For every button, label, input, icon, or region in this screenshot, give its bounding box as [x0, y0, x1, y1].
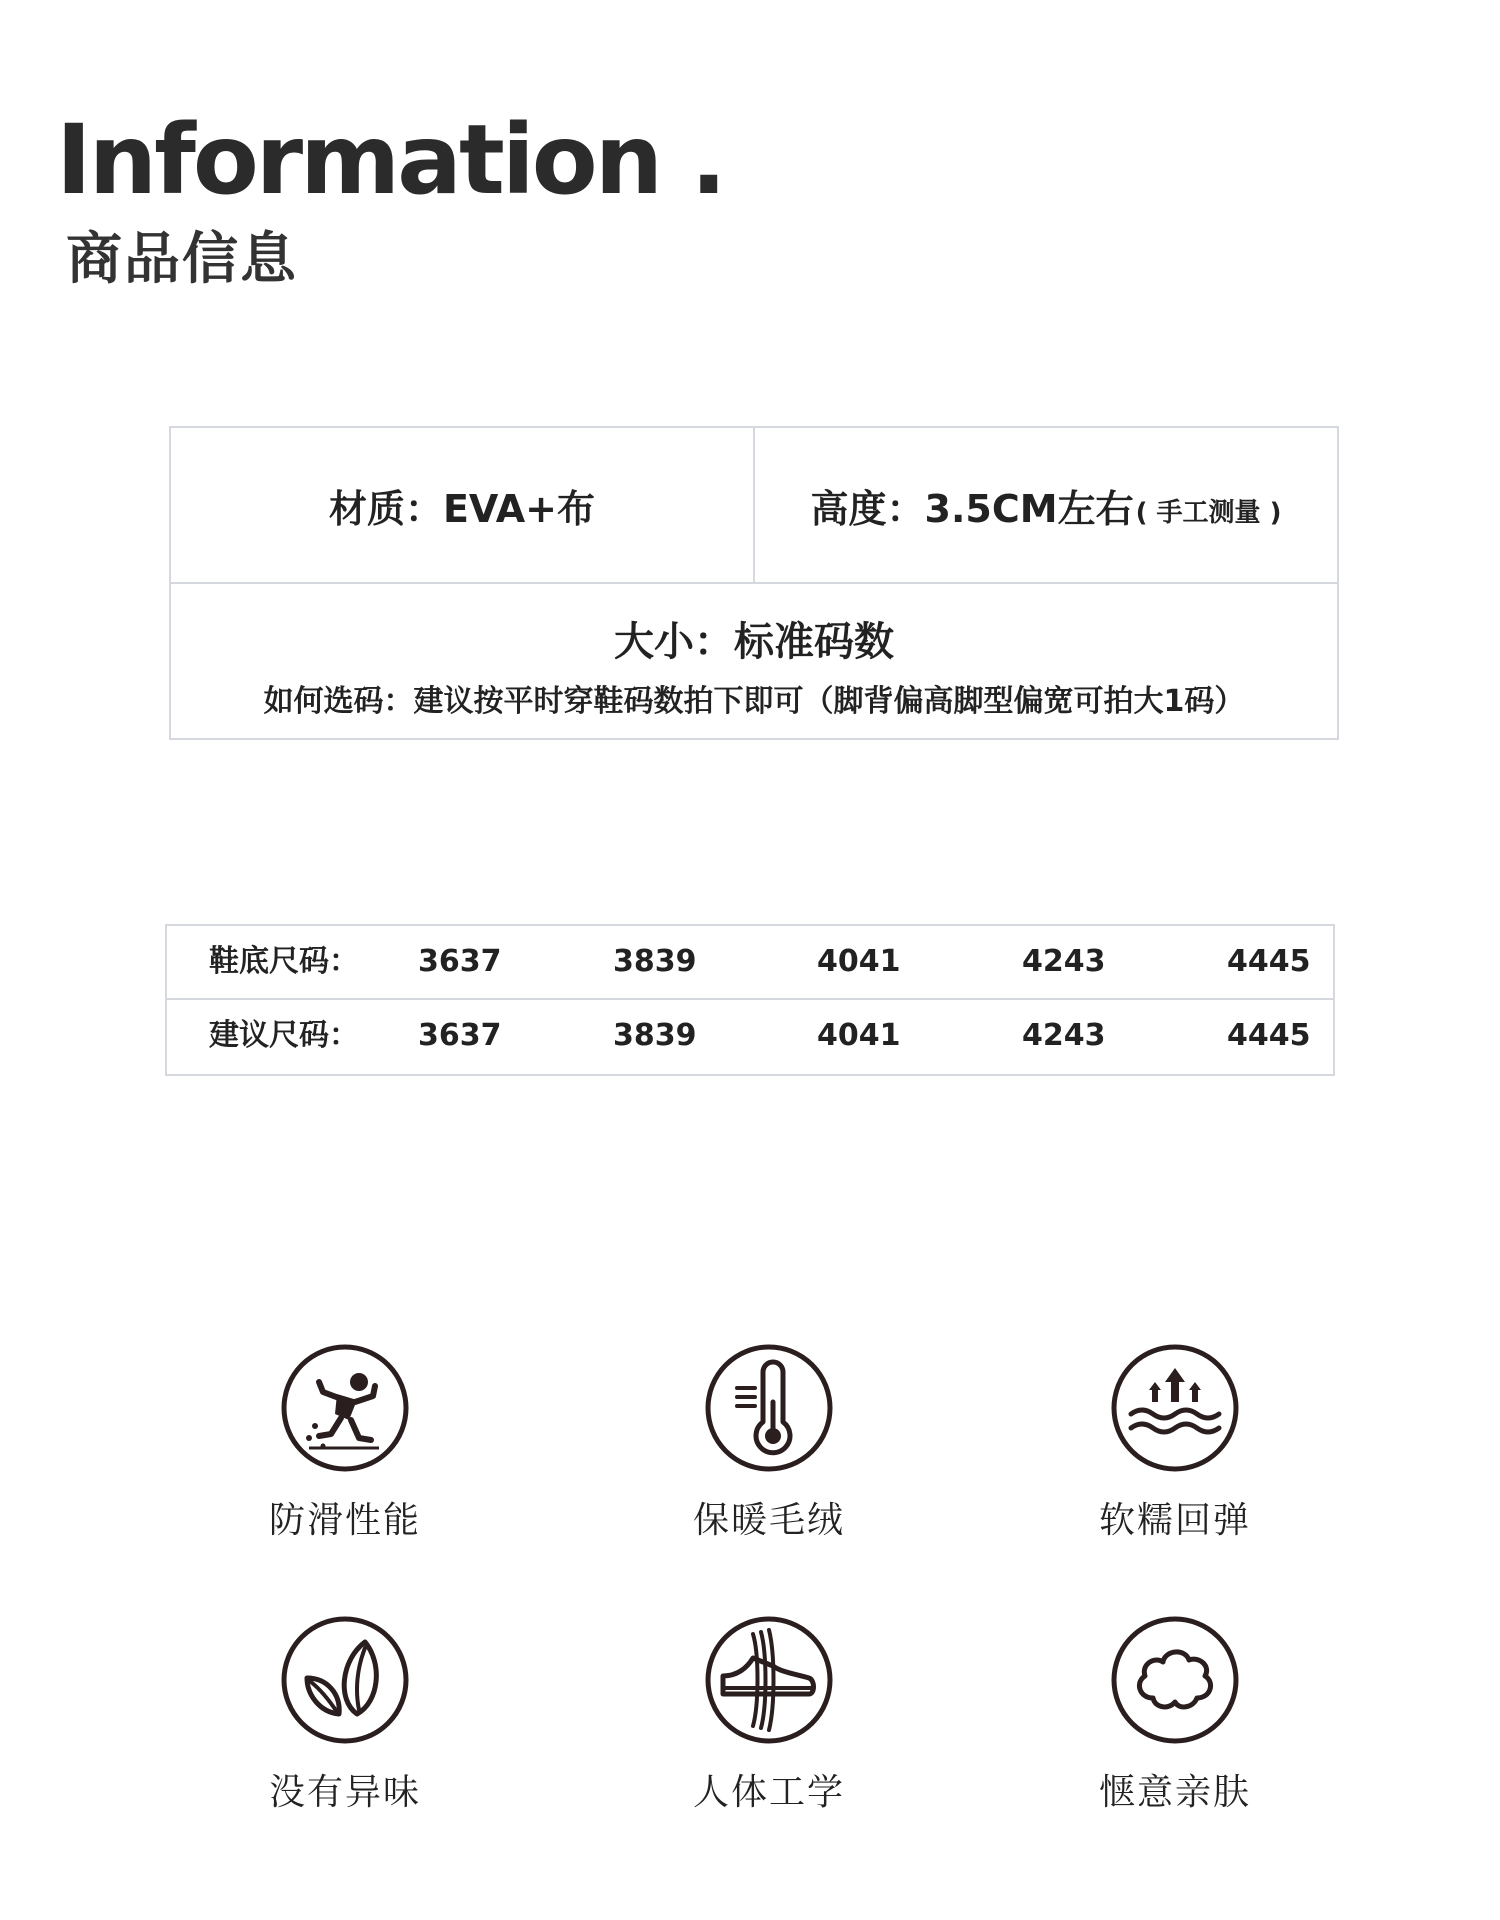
table-cell: 4445 [1227, 944, 1311, 979]
row-label: 建议尺码： [209, 1018, 359, 1053]
table-row [167, 926, 1333, 1000]
table-cell: 4243 [1022, 944, 1106, 979]
size-title: 大小：标准码数 [614, 619, 894, 665]
table-cell: 3637 [418, 1018, 502, 1053]
material-text: 材质：EVA+布 [328, 486, 596, 531]
feature-label: 没有异味 [268, 1772, 421, 1813]
height-text: 高度：3.5CM左右 [810, 486, 1134, 531]
table-cell: 3839 [613, 944, 697, 979]
spec-table [169, 426, 1339, 740]
table-cell: 4445 [1227, 1018, 1311, 1053]
table-cell: 4243 [1022, 1018, 1106, 1053]
size-advice: 如何选码：建议按平时穿鞋码数拍下即可（脚背偏高脚型偏宽可拍大1码） [263, 684, 1245, 719]
page-title-en: Information . [56, 104, 724, 216]
table-row [167, 1000, 1333, 1074]
table-cell: 4041 [817, 1018, 901, 1053]
leaf-icon [279, 1614, 411, 1746]
table-cell: 3637 [418, 944, 502, 979]
spec-row [171, 428, 1337, 584]
feature-label: 惬意亲肤 [1098, 1772, 1251, 1813]
anti-slip-icon [279, 1342, 411, 1474]
feature-label: 防滑性能 [268, 1500, 421, 1541]
cotton-icon [1109, 1614, 1241, 1746]
ergonomic-shoe-icon [703, 1614, 835, 1746]
feature-label: 软糯回弹 [1098, 1500, 1251, 1541]
page-title-cn: 商品信息 [66, 227, 298, 292]
table-cell: 4041 [817, 944, 901, 979]
thermometer-icon [703, 1342, 835, 1474]
table-cell: 3839 [613, 1018, 697, 1053]
feature-label: 保暖毛绒 [692, 1500, 845, 1541]
height-note: ( 手工测量 ) [1135, 497, 1282, 528]
material-cell [171, 428, 755, 582]
feature-label: 人体工学 [692, 1772, 845, 1813]
size-chart-table [165, 924, 1335, 1076]
row-label: 鞋底尺码： [209, 944, 359, 979]
size-cell [171, 584, 1337, 738]
height-cell [755, 428, 1337, 582]
rebound-icon [1109, 1342, 1241, 1474]
